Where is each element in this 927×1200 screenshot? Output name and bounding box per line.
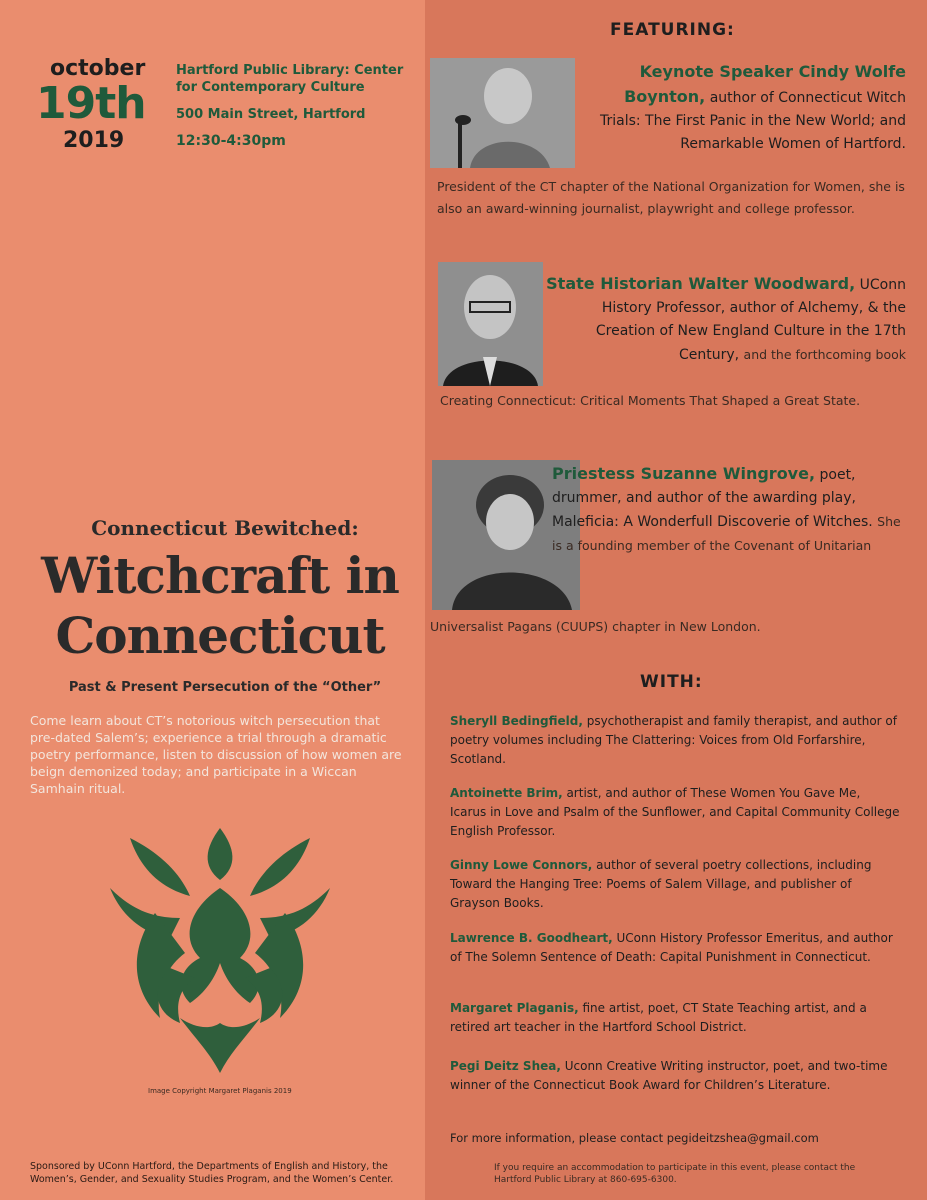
speaker-photo-cindy [430,58,575,168]
speaker-2-desc: Creating Connecticut: Critical Moments That Shaped a Great State. [440,393,861,408]
speaker-1-desc: President of the CT chapter of the National Organization for Women, she is also an award-winning journalist, playwright and college professor. [437,179,905,216]
sponsor-text: Sponsored by UConn Hartford, the Departments of English and History, the Women’s, Gender, and Sexuality Studies Program, and the Women’s Center. [30,1161,394,1185]
speaker-3-desc: Universalist Pagans (CUUPS) chapter in New London. [430,619,761,634]
guest-desc: author of several poetry collections, including Toward the Hanging Tree: Poems of Salem Village, and publisher of Grayson Books. [450,858,872,910]
venue-address: 500 Main Street, Hartford [176,107,366,122]
speaker-3-headline [552,462,907,558]
guest-desc: Uconn Creative Writing instructor, poet, and two-time winner of the Connecticut Book Award for Children’s Literature. [450,1059,888,1092]
speaker-photo-walter [438,262,543,386]
speaker-1-headline [586,60,906,156]
with-heading: WITH: [640,672,703,692]
guest-desc: fine artist, poet, CT State Teaching artist, and a retired art teacher in the Hartford School District. [450,1001,867,1034]
leaf-emblem-icon [110,818,330,1078]
event-time: 12:30-4:30pm [176,133,286,149]
guest-name: Lawrence B. Goodheart, [450,931,613,945]
guest-item [450,929,900,967]
image-copyright: Image Copyright Margaret Plaganis 2019 [148,1087,292,1095]
guest-item [450,712,900,769]
speaker-1-headline-text: author of Connecticut Witch Trials: The First Panic in the New World; and Remarkable Women of Hartford. [599,90,906,152]
guest-name: Ginny Lowe Connors, [450,858,593,872]
speaker-3-headline-text: poet, drummer, and author of the awarding play, Maleficia: A Wonderfull Discoverie of Witches. [552,467,873,530]
guest-name: Margaret Plaganis, [450,1001,579,1015]
date-year: 2019 [63,128,125,153]
subtitle: Past & Present Persecution of the “Other” [68,680,382,695]
guest-item [450,856,900,913]
guest-item [450,999,900,1037]
venue-block [176,62,416,150]
speaker-2-desc-inline: and the forthcoming book [743,347,906,362]
title-line-1: Witchcraft in [41,546,399,605]
speaker-3-desc-inline: She is a founding member of the Covenant of Unitarian [552,514,901,553]
contact-text: For more information, please contact pegideitzshea@gmail.com [450,1131,819,1145]
speaker-3-name: Priestess Suzanne Wingrove, [552,464,816,483]
guest-desc: UConn History Professor Emeritus, and author of The Solemn Sentence of Death: Capital Punishment in Connecticut. [450,931,893,964]
guest-desc: psychotherapist and family therapist, and author of poetry volumes including The Clattering: Voices from Old Forfarshire, Scotland. [450,714,897,766]
title-small: Connecticut Bewitched: [91,516,359,540]
date-month: october [50,56,146,81]
accommodation-note: If you require an accommodation to participate in this event, please contact the Hartford Public Library at 860-695-6300. [494,1163,856,1185]
speaker-2-name: State Historian Walter Woodward, [546,274,856,293]
speaker-2-headline [546,272,906,367]
featuring-heading: FEATURING: [610,20,735,40]
guest-name: Pegi Deitz Shea, [450,1059,561,1073]
guest-item [450,1057,900,1095]
guest-item [450,784,900,841]
guest-name: Antoinette Brim, [450,786,563,800]
guest-desc: artist, and author of These Women You Gave Me, Icarus in Love and Psalm of the Sunflower, and Capital Community College English Professor. [450,786,900,838]
venue-name: Hartford Public Library: Center for Contemporary Culture [176,63,404,95]
title-line-2: Connecticut [55,606,385,665]
intro-text: Come learn about CT’s notorious witch persecution that pre-dated Salem’s; experience a trial through a dramatic poetry performance, listen to discussion of how women are beign demonized today; and participate in a Wiccan Samhain ritual. [30,713,402,796]
speaker-1-name: Keynote Speaker Cindy Wolfe Boynton, [624,62,906,106]
guest-name: Sheryll Bedingfield, [450,714,583,728]
speaker-2-headline-text: UConn History Professor, author of Alchemy, & the Creation of New England Culture in the 17th Century, [595,277,906,363]
date-day: 19th [36,78,146,129]
